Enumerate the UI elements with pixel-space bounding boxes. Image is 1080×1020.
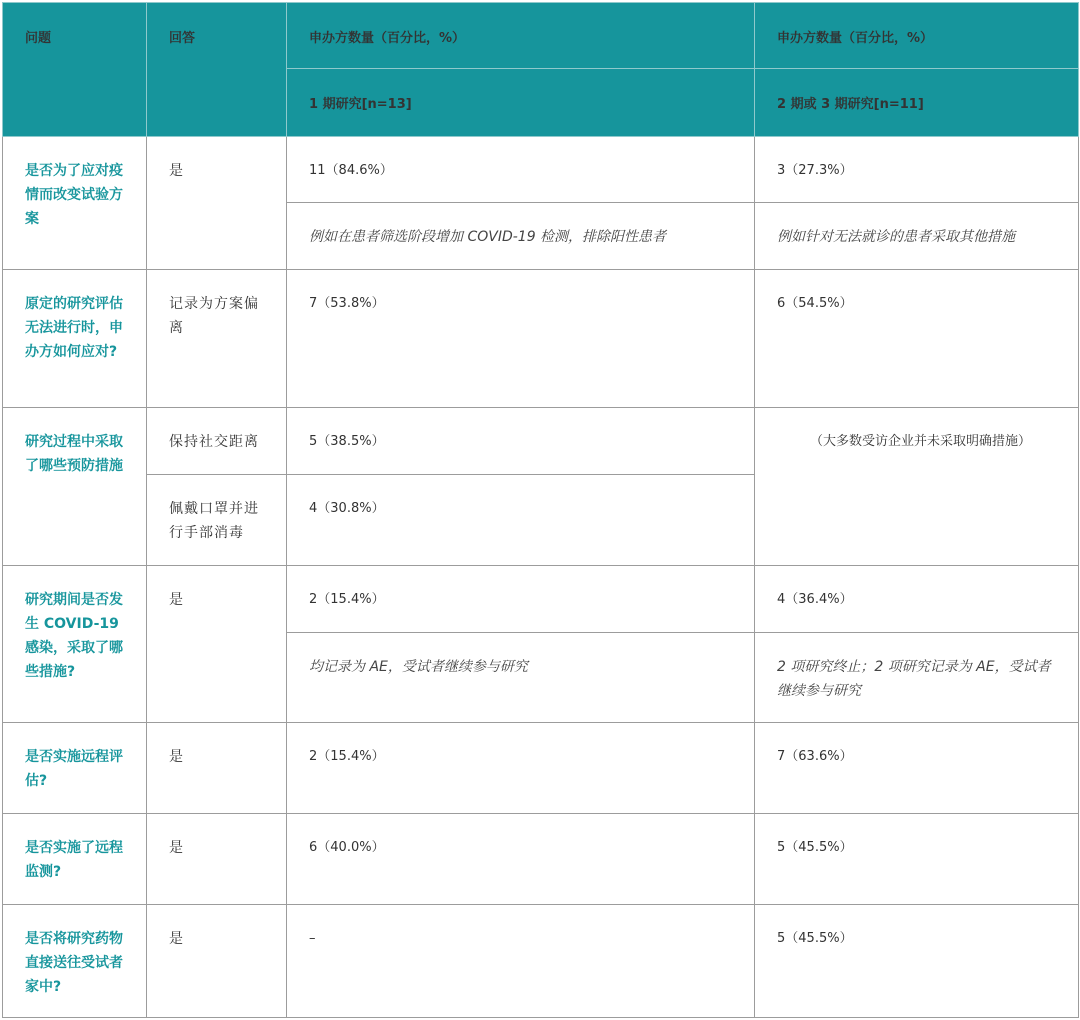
table-row bbox=[3, 905, 1079, 1018]
phase23-note: 2 项研究终止；2 项研究记录为 AE，受试者继续参与研究 bbox=[755, 633, 1079, 723]
phase23-value: 3（27.3%） bbox=[755, 137, 1079, 203]
survey-table bbox=[2, 2, 1079, 1018]
header-phase23: 2 期或 3 期研究[n=11] bbox=[755, 69, 1079, 137]
answer-cell: 记录为方案偏离 bbox=[147, 270, 287, 408]
header-phase1: 1 期研究[n=13] bbox=[287, 69, 755, 137]
question-cell: 研究过程中采取了哪些预防措施 bbox=[3, 408, 147, 566]
table-row bbox=[3, 408, 1079, 475]
phase23-value: 5（45.5%） bbox=[755, 814, 1079, 905]
phase1-value: – bbox=[287, 905, 755, 1018]
phase23-note: 例如针对无法就诊的患者采取其他措施 bbox=[755, 203, 1079, 270]
question-cell: 是否为了应对疫情而改变试验方案 bbox=[3, 137, 147, 270]
question-cell: 研究期间是否发生 COVID-19 感染，采取了哪些措施? bbox=[3, 566, 147, 723]
answer-cell: 佩戴口罩并进行手部消毒 bbox=[147, 475, 287, 566]
phase1-value: 6（40.0%） bbox=[287, 814, 755, 905]
table-row bbox=[3, 723, 1079, 814]
phase1-value: 2（15.4%） bbox=[287, 723, 755, 814]
phase1-value: 2（15.4%） bbox=[287, 566, 755, 633]
table-row bbox=[3, 814, 1079, 905]
phase23-value: 4（36.4%） bbox=[755, 566, 1079, 633]
question-cell: 是否将研究药物直接送往受试者家中? bbox=[3, 905, 147, 1018]
answer-cell: 是 bbox=[147, 137, 287, 270]
header-group-right: 申办方数量（百分比，%） bbox=[755, 3, 1079, 69]
answer-cell: 是 bbox=[147, 566, 287, 723]
phase1-value: 5（38.5%） bbox=[287, 408, 755, 475]
question-cell: 原定的研究评估无法进行时，申办方如何应对? bbox=[3, 270, 147, 408]
header-group-left: 申办方数量（百分比，%） bbox=[287, 3, 755, 69]
answer-cell: 是 bbox=[147, 905, 287, 1018]
phase23-value: 7（63.6%） bbox=[755, 723, 1079, 814]
phase23-value: （大多数受访企业并未采取明确措施） bbox=[755, 408, 1079, 566]
answer-cell: 是 bbox=[147, 814, 287, 905]
table-row bbox=[3, 566, 1079, 633]
answer-cell: 保持社交距离 bbox=[147, 408, 287, 475]
phase23-value: 6（54.5%） bbox=[755, 270, 1079, 408]
phase23-value: 5（45.5%） bbox=[755, 905, 1079, 1018]
answer-cell: 是 bbox=[147, 723, 287, 814]
table-row bbox=[3, 270, 1079, 408]
phase1-value: 4（30.8%） bbox=[287, 475, 755, 566]
question-cell: 是否实施远程评估? bbox=[3, 723, 147, 814]
phase1-value: 7（53.8%） bbox=[287, 270, 755, 408]
phase1-note: 例如在患者筛选阶段增加 COVID-19 检测，排除阳性患者 bbox=[287, 203, 755, 270]
phase1-note: 均记录为 AE，受试者继续参与研究 bbox=[287, 633, 755, 723]
phase1-value: 11（84.6%） bbox=[287, 137, 755, 203]
question-cell: 是否实施了远程监测? bbox=[3, 814, 147, 905]
header-answer: 回答 bbox=[147, 3, 287, 137]
header-question: 问题 bbox=[3, 3, 147, 137]
table-row bbox=[3, 137, 1079, 203]
